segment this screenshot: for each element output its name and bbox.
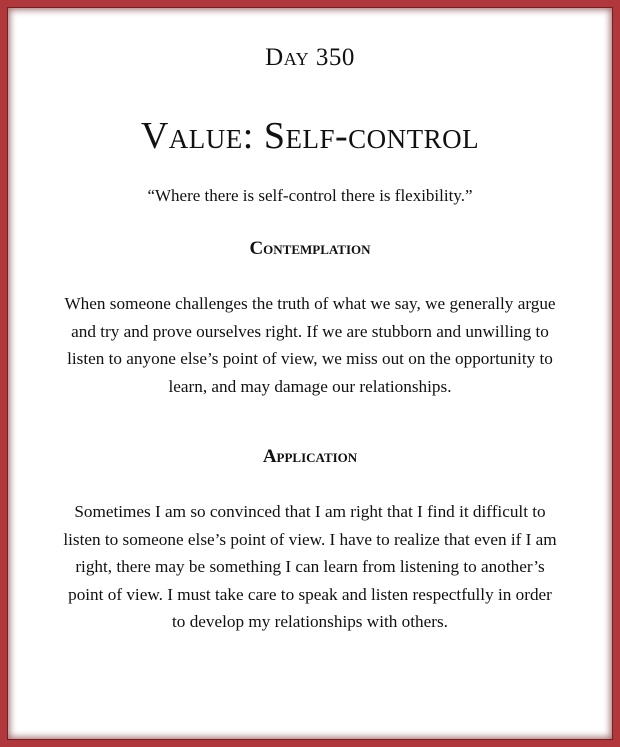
page-content [8, 8, 612, 739]
day-heading: Day 350 [265, 44, 355, 71]
page-panel [7, 7, 613, 740]
contemplation-text: When someone challenges the truth of what we say, we generally argue and try and prove ourselves right. If we are stubborn and unwilling to listen to anyone else’s point of view, we miss out on the opportunity to learn, and may damage our relationships. [64, 294, 556, 396]
value-title: Value: Self-control [140, 115, 480, 157]
application-heading: Application [262, 446, 358, 467]
contemplation-heading: Contemplation [249, 238, 371, 259]
application-text: Sometimes I am so convinced that I am right that I find it difficult to listen to someone else’s point of view. I have to realize that even if I am right, there may be something I can learn from listening to another’s point of view. I must take care to speak and listen respectfully in order to develop my relationships with others. [63, 502, 557, 631]
quote: “Where there is self-control there is flexibility.” [147, 186, 473, 205]
